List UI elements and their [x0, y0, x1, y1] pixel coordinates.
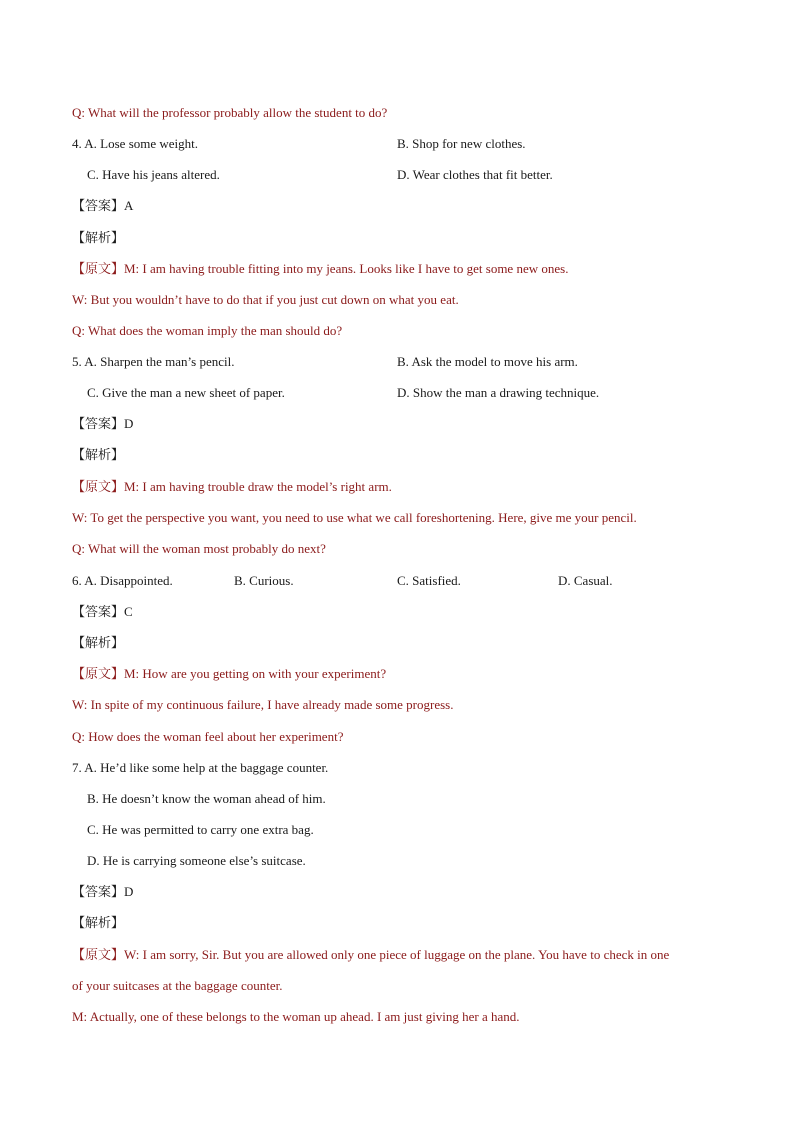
q5-analysis-label: 【解析】: [72, 447, 125, 462]
q7-option-b: B. He doesn’t know the woman ahead of him.: [87, 791, 326, 806]
q4-analysis-label: 【解析】: [72, 230, 125, 245]
q7-answer: 【答案】D: [72, 884, 134, 899]
q6-option-a: 6. A. Disappointed.: [72, 573, 173, 588]
q6-analysis-label: 【解析】: [72, 635, 125, 650]
q3-question: Q: What will the professor probably allow the student to do?: [72, 105, 388, 120]
q7-option-a: 7. A. He’d like some help at the baggage counter.: [72, 760, 329, 775]
q4-question: Q: What does the woman imply the man should do?: [72, 323, 343, 338]
q4-option-a: 4. A. Lose some weight.: [72, 136, 199, 151]
q7-option-c: C. He was permitted to carry one extra bag.: [87, 822, 314, 837]
q5-option-d: D. Show the man a drawing technique.: [397, 385, 600, 400]
q5-option-a: 5. A. Sharpen the man’s pencil.: [72, 354, 235, 369]
q7-analysis-label: 【解析】: [72, 915, 125, 930]
q5-option-b: B. Ask the model to move his arm.: [397, 354, 578, 369]
q7-transcript-line-1: 【原文】W: I am sorry, Sir. But you are allowed only one piece of luggage on the plane. You have to check in one: [72, 947, 670, 962]
q5-answer: 【答案】D: [72, 416, 134, 431]
q5-option-c: C. Give the man a new sheet of paper.: [87, 385, 285, 400]
q4-option-c: C. Have his jeans altered.: [87, 167, 220, 182]
q4-option-d: D. Wear clothes that fit better.: [397, 167, 553, 182]
q7-option-d: D. He is carrying someone else’s suitcase.: [87, 853, 306, 868]
q6-transcript-line-1: 【原文】M: How are you getting on with your experiment?: [72, 666, 387, 681]
q6-option-b: B. Curious.: [234, 573, 294, 588]
q6-option-d: D. Casual.: [558, 573, 613, 588]
q4-transcript-line-1: 【原文】M: I am having trouble fitting into my jeans. Looks like I have to get some new ones.: [72, 261, 569, 276]
q5-transcript-line-2: W: To get the perspective you want, you need to use what we call foreshortening. Here, give me your pencil.: [72, 510, 637, 525]
q4-answer: 【答案】A: [72, 198, 134, 213]
q5-question: Q: What will the woman most probably do next?: [72, 541, 326, 556]
q7-transcript-line-2: M: Actually, one of these belongs to the woman up ahead. I am just giving her a hand.: [72, 1009, 520, 1024]
q4-option-b: B. Shop for new clothes.: [397, 136, 526, 151]
q5-transcript-line-1: 【原文】M: I am having trouble draw the model’s right arm.: [72, 479, 392, 494]
q6-question: Q: How does the woman feel about her experiment?: [72, 729, 344, 744]
q4-transcript-line-2: W: But you wouldn’t have to do that if you just cut down on what you eat.: [72, 292, 459, 307]
q7-transcript-line-1-cont: of your suitcases at the baggage counter.: [72, 978, 283, 993]
q6-option-c: C. Satisfied.: [397, 573, 461, 588]
q6-transcript-line-2: W: In spite of my continuous failure, I have already made some progress.: [72, 697, 454, 712]
q6-answer: 【答案】C: [72, 604, 133, 619]
